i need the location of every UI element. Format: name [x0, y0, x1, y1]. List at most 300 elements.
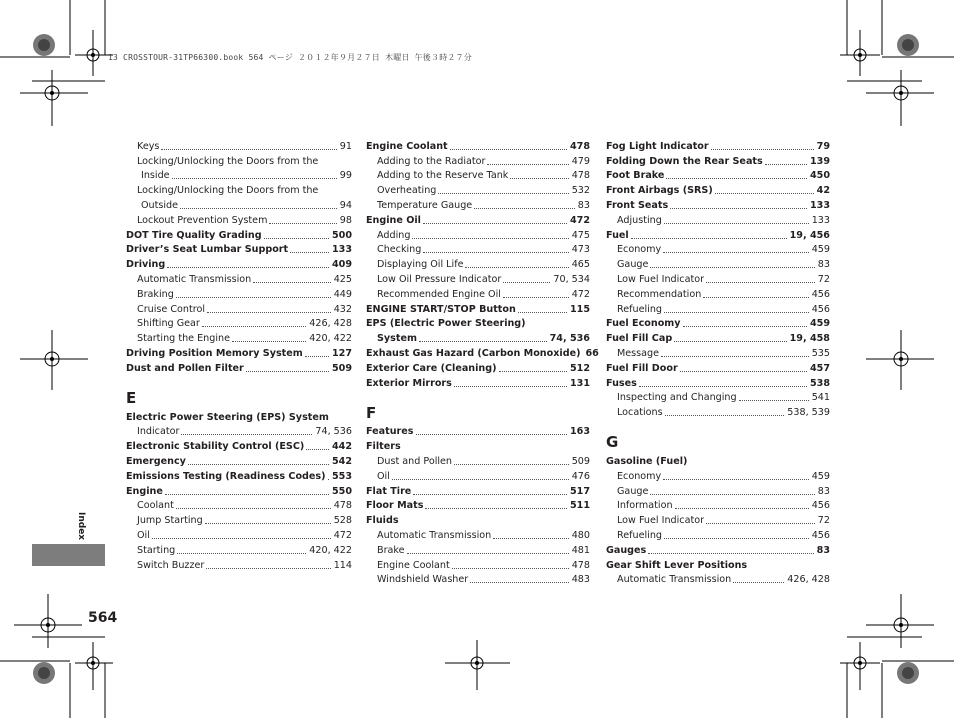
entry-term: Locking/Unlocking the Doors from the	[137, 185, 319, 197]
entry-term: Fuel Fill Door	[606, 362, 678, 374]
dot-leader	[167, 266, 329, 268]
entry-term: Cruise Control	[137, 303, 206, 315]
index-subentry	[126, 557, 352, 572]
dot-leader	[425, 507, 567, 509]
page-reference-link[interactable]: 91	[339, 140, 352, 152]
index-subentry	[606, 286, 830, 301]
dot-leader	[423, 222, 567, 224]
index-tab-label: Index	[76, 512, 86, 541]
page-reference-link[interactable]: 456	[811, 529, 830, 541]
entry-term: Oil	[137, 529, 150, 541]
dot-leader	[419, 340, 547, 342]
entry-term: Fuel Fill Cap	[606, 333, 673, 345]
page-reference-link[interactable]: 459	[811, 244, 830, 256]
index-entry	[126, 483, 352, 498]
page-reference-link[interactable]: 83	[817, 259, 830, 271]
page-reference-link[interactable]: 481	[571, 544, 590, 556]
dot-leader	[306, 448, 329, 450]
index-subentry	[366, 286, 590, 301]
dot-leader	[487, 163, 568, 165]
dot-leader	[666, 177, 807, 179]
page-reference-link[interactable]: 94	[339, 199, 352, 211]
entry-term: Exhaust Gas Hazard (Carbon Monoxide)	[366, 347, 581, 359]
page-reference-link[interactable]: 478	[569, 140, 590, 152]
index-subentry	[366, 227, 590, 242]
page-reference-link[interactable]: 98	[339, 214, 352, 226]
page-reference-link[interactable]: 478	[571, 170, 590, 182]
entry-term: Recommendation	[617, 288, 702, 300]
entry-term: Jump Starting	[137, 515, 203, 527]
page-reference-link[interactable]: 425	[333, 273, 352, 285]
entry-term: Refueling	[617, 303, 662, 315]
entry-term: Gauge	[617, 485, 649, 497]
page-reference-link[interactable]: 163	[569, 426, 590, 438]
index-subentry	[126, 301, 352, 316]
entry-term: Folding Down the Rear Seats	[606, 155, 763, 167]
page-reference-link[interactable]: 99	[339, 170, 352, 182]
page-reference-link[interactable]: 541	[811, 392, 830, 404]
page-reference-link[interactable]: 420, 422	[309, 544, 352, 556]
index-subentry	[606, 271, 830, 286]
index-subentry	[606, 483, 830, 498]
index-entry	[606, 227, 830, 242]
entry-term: Switch Buzzer	[137, 559, 205, 571]
page-reference-link[interactable]: 473	[571, 244, 590, 256]
page-reference-link[interactable]: 550	[331, 485, 352, 497]
dot-leader	[412, 237, 568, 239]
index-subentry	[366, 197, 590, 212]
index-subentry	[606, 212, 830, 227]
page-reference-link[interactable]: 465	[571, 259, 590, 271]
entry-term: Adjusting	[617, 214, 662, 226]
index-subentry	[126, 271, 352, 286]
page-reference-link[interactable]: 19, 456	[789, 229, 830, 241]
entry-term: Filters	[366, 441, 401, 453]
index-entry	[366, 438, 590, 453]
dot-leader	[706, 522, 815, 524]
page-reference-link[interactable]: 79	[816, 140, 830, 152]
entry-term: Floor Mats	[366, 500, 424, 512]
index-entry	[126, 227, 352, 242]
entry-term: Refueling	[617, 529, 662, 541]
index-entry	[126, 468, 352, 483]
index-subentry	[126, 512, 352, 527]
dot-leader	[650, 266, 814, 268]
index-entry	[366, 512, 590, 527]
page-reference-link[interactable]: 115	[569, 303, 590, 315]
dot-leader	[246, 370, 329, 372]
dot-leader	[202, 325, 306, 327]
section-letter-heading: F	[366, 403, 377, 422]
page-reference-link[interactable]: 442	[331, 441, 352, 453]
entry-term: Information	[617, 500, 673, 512]
index-entry	[606, 316, 830, 331]
dot-leader	[510, 177, 568, 179]
index-column-2	[366, 138, 599, 586]
page-reference-link[interactable]: 426, 428	[309, 318, 352, 330]
entry-term: Engine Coolant	[377, 559, 450, 571]
page-reference-link[interactable]: 472	[569, 214, 590, 226]
entry-term: Coolant	[137, 500, 174, 512]
entry-term: Flat Tire	[366, 485, 412, 497]
dot-leader	[663, 251, 809, 253]
index-subentry	[366, 453, 590, 468]
entry-term: ENGINE START/STOP Button	[366, 303, 516, 315]
dot-leader	[503, 296, 569, 298]
entry-term: Gauge	[617, 259, 649, 271]
page-reference-link[interactable]: 532	[571, 185, 590, 197]
dot-leader	[503, 281, 550, 283]
dot-leader	[680, 370, 807, 372]
dot-leader	[452, 567, 569, 569]
index-subentry	[606, 345, 830, 360]
entry-term: Shifting Gear	[137, 318, 200, 330]
dot-leader	[765, 163, 807, 165]
dot-leader	[683, 325, 807, 327]
dot-leader	[253, 281, 330, 283]
index-subentry	[366, 168, 590, 183]
index-entry	[126, 409, 352, 424]
dot-leader	[269, 222, 336, 224]
index-subentry	[126, 197, 352, 212]
entry-term: Economy	[617, 470, 662, 482]
entry-term: Features	[366, 426, 414, 438]
dot-leader	[232, 340, 306, 342]
index-subentry	[126, 168, 352, 183]
page-reference-link[interactable]: 512	[569, 362, 590, 374]
index-subentry	[366, 330, 590, 345]
entry-term: Electric Power Steering (EPS) System	[126, 411, 329, 423]
entry-term: Foot Brake	[606, 170, 665, 182]
page-reference-link[interactable]: 509	[571, 455, 590, 467]
page-reference-link[interactable]: 72	[817, 515, 830, 527]
index-entry	[366, 424, 590, 439]
dot-leader	[407, 552, 569, 554]
entry-term: Gear Shift Lever Positions	[606, 559, 748, 571]
entry-term: Windshield Washer	[377, 574, 469, 586]
page-reference-link[interactable]: 114	[333, 559, 352, 571]
dot-leader	[493, 537, 568, 539]
index-entry	[366, 483, 590, 498]
page-reference-link[interactable]: 538, 539	[787, 407, 830, 419]
entry-term: Brake	[377, 544, 405, 556]
dot-leader	[188, 463, 329, 465]
entry-term: Exterior Care (Cleaning)	[366, 362, 497, 374]
index-subentry	[606, 404, 830, 419]
index-column-3	[606, 138, 830, 586]
page-reference-link[interactable]: 420, 422	[309, 333, 352, 345]
index-entry	[606, 138, 830, 153]
index-entry	[606, 375, 830, 390]
entry-term: Fuel	[606, 229, 629, 241]
dot-leader	[290, 251, 329, 253]
index-subentry	[366, 527, 590, 542]
dot-leader	[664, 311, 809, 313]
entry-term: Driver’s Seat Lumbar Support	[126, 244, 289, 256]
page-reference-link[interactable]: 500	[331, 229, 352, 241]
dot-leader	[715, 192, 814, 194]
index-entry	[366, 316, 590, 331]
index-entry	[366, 375, 590, 390]
page-reference-link[interactable]: 409	[331, 259, 352, 271]
index-subentry	[366, 271, 590, 286]
entry-term: Fluids	[366, 515, 399, 527]
page-reference-link[interactable]: 459	[809, 318, 830, 330]
index-entry	[126, 360, 352, 375]
page-number: 564	[88, 610, 118, 626]
entry-term: Automatic Transmission	[617, 574, 732, 586]
page-reference-link[interactable]: 450	[809, 170, 830, 182]
page-reference-link[interactable]: 457	[809, 362, 830, 374]
page-reference-link[interactable]: 456	[811, 288, 830, 300]
index-subentry	[366, 572, 590, 587]
dot-leader	[733, 581, 784, 583]
index-subentry	[606, 512, 830, 527]
entry-term: Message	[617, 347, 660, 359]
dot-leader	[206, 567, 330, 569]
index-subentry	[126, 316, 352, 331]
page-reference-link[interactable]: 483	[571, 574, 590, 586]
page-reference-link[interactable]: 478	[333, 500, 352, 512]
page-reference-link[interactable]: 70, 534	[553, 273, 590, 285]
entry-term: Lockout Prevention System	[137, 214, 268, 226]
dot-leader	[470, 581, 568, 583]
page-reference-link[interactable]: 479	[571, 155, 590, 167]
entry-term: Driving	[126, 259, 166, 271]
entry-term: Fog Light Indicator	[606, 140, 709, 152]
index-entry	[366, 345, 599, 360]
section-letter-heading: E	[126, 388, 137, 407]
page-reference-link[interactable]: 456	[811, 303, 830, 315]
dot-leader	[631, 237, 787, 239]
index-subentry	[366, 242, 590, 257]
entry-term: Fuses	[606, 377, 637, 389]
page-reference-link[interactable]: 139	[809, 155, 830, 167]
index-subentry	[606, 242, 830, 257]
entry-term: Adding	[377, 229, 411, 241]
index-subentry	[126, 527, 352, 542]
index-column-1	[126, 138, 352, 572]
page-reference-link[interactable]: 472	[571, 288, 590, 300]
page-reference-link[interactable]: 538	[809, 377, 830, 389]
index-entry	[606, 330, 830, 345]
index-entry	[606, 360, 830, 375]
dot-leader	[663, 478, 809, 480]
dot-leader	[423, 251, 568, 253]
page-reference-link[interactable]: 535	[811, 347, 830, 359]
page-reference-link[interactable]: 72	[817, 273, 830, 285]
index-subentry	[126, 330, 352, 345]
entry-term: Gasoline (Fuel)	[606, 455, 688, 467]
dot-leader	[161, 148, 336, 150]
page-reference-link[interactable]: 517	[569, 485, 590, 497]
entry-term: Oil	[377, 470, 390, 482]
index-entry	[606, 453, 830, 468]
index-entry	[126, 345, 352, 360]
page-reference-link[interactable]: 42	[816, 185, 830, 197]
page-reference-link[interactable]: 478	[571, 559, 590, 571]
dot-leader	[176, 296, 331, 298]
page-reference-link[interactable]: 542	[331, 455, 352, 467]
entry-term: Electronic Stability Control (ESC)	[126, 441, 305, 453]
entry-term: Outside	[141, 199, 179, 211]
dot-leader	[176, 507, 331, 509]
entry-term: Automatic Transmission	[137, 273, 252, 285]
dot-leader	[703, 296, 808, 298]
page-reference-link[interactable]: 475	[571, 229, 590, 241]
dot-leader	[706, 281, 815, 283]
entry-term: Recommended Engine Oil	[377, 288, 501, 300]
page-reference-link[interactable]: 127	[331, 347, 352, 359]
dot-leader	[264, 237, 329, 239]
section-letter-heading: G	[606, 433, 619, 452]
dot-leader	[181, 433, 312, 435]
index-subentry	[366, 182, 590, 197]
entry-term: Temperature Gauge	[377, 199, 473, 211]
index-subentry	[126, 138, 352, 153]
index-entry	[606, 557, 830, 572]
entry-term: DOT Tire Quality Grading	[126, 229, 262, 241]
page-reference-link[interactable]: 83	[817, 485, 830, 497]
dot-leader	[454, 463, 569, 465]
index-entry	[366, 212, 590, 227]
dot-leader	[392, 478, 569, 480]
dot-leader	[207, 311, 331, 313]
dot-leader	[650, 493, 814, 495]
index-entry	[606, 182, 830, 197]
index-subentry	[126, 286, 352, 301]
dot-leader	[465, 266, 568, 268]
dot-leader	[474, 207, 575, 209]
dot-leader	[739, 399, 809, 401]
index-entry	[126, 438, 352, 453]
dot-leader	[165, 493, 329, 495]
dot-leader	[648, 552, 813, 554]
dot-leader	[152, 537, 331, 539]
page-reference-link[interactable]: 83	[577, 199, 590, 211]
entry-term: Locations	[617, 407, 663, 419]
dot-leader	[413, 493, 567, 495]
page-reference-link[interactable]: 509	[331, 362, 352, 374]
page-reference-link[interactable]: 480	[571, 529, 590, 541]
entry-term: Front Airbags (SRS)	[606, 185, 713, 197]
page-reference-link[interactable]: 19, 458	[789, 333, 830, 345]
dot-leader	[180, 207, 337, 209]
index-entry	[366, 360, 590, 375]
index-subentry	[366, 256, 590, 271]
entry-term: Emissions Testing (Readiness Codes)	[126, 470, 326, 482]
entry-term: Indicator	[137, 426, 180, 438]
index-subentry	[606, 572, 830, 587]
page-reference-link[interactable]: 83	[816, 544, 830, 556]
page-reference-link[interactable]: 528	[333, 515, 352, 527]
dot-leader	[661, 355, 809, 357]
index-subentry	[366, 557, 590, 572]
page-reference-link[interactable]: 456	[811, 500, 830, 512]
index-subentry	[606, 527, 830, 542]
page-reference-link[interactable]: 426, 428	[787, 574, 830, 586]
entry-term: Exterior Mirrors	[366, 377, 452, 389]
entry-term: Driving Position Memory System	[126, 347, 303, 359]
entry-term: Front Seats	[606, 199, 669, 211]
dot-leader	[674, 340, 786, 342]
dot-leader	[665, 414, 785, 416]
index-entry	[126, 453, 352, 468]
index-subentry	[366, 468, 590, 483]
dot-leader	[438, 192, 568, 194]
entry-term: Displaying Oil Life	[377, 259, 464, 271]
dot-leader	[416, 433, 567, 435]
index-subentry	[366, 153, 590, 168]
index-entry	[126, 256, 352, 271]
entry-term: Starting the Engine	[137, 333, 230, 345]
dot-leader	[177, 552, 306, 554]
dot-leader	[450, 148, 567, 150]
page-reference-link[interactable]: 74, 536	[315, 426, 352, 438]
index-entry	[606, 153, 830, 168]
page-reference-link[interactable]: 133	[811, 214, 830, 226]
index-subentry	[606, 390, 830, 405]
page-reference-link[interactable]: 133	[331, 244, 352, 256]
page-reference-link[interactable]: 511	[569, 500, 590, 512]
entry-term: Engine Coolant	[366, 140, 448, 152]
page-reference-link[interactable]: 74, 536	[549, 333, 590, 345]
index-subentry	[606, 256, 830, 271]
page-reference-link[interactable]: 432	[333, 303, 352, 315]
entry-term: Inspecting and Changing	[617, 392, 737, 404]
index-section-tab	[32, 544, 105, 566]
dot-leader	[711, 148, 814, 150]
index-entry	[606, 197, 830, 212]
page-reference-link[interactable]: 131	[569, 377, 590, 389]
index-entry	[366, 498, 590, 513]
dot-leader	[518, 311, 567, 313]
entry-term: Adding to the Radiator	[377, 155, 486, 167]
entry-term: Economy	[617, 244, 662, 256]
index-subentry	[126, 498, 352, 513]
dot-leader	[454, 385, 567, 387]
dot-leader	[639, 385, 807, 387]
page-reference-link[interactable]: 133	[809, 199, 830, 211]
print-header: 13 CROSSTOUR-31TP66300.book 564 ページ ２０１２年９月２７日 木曜日 午後３時２７分	[108, 53, 473, 62]
index-subentry	[126, 153, 352, 168]
page-reference-link[interactable]: 66	[585, 347, 599, 359]
entry-term: Low Oil Pressure Indicator	[377, 273, 502, 285]
index-subentry	[126, 424, 352, 439]
index-subentry	[606, 301, 830, 316]
entry-term: EPS (Electric Power Steering)	[366, 318, 526, 330]
entry-term: Braking	[137, 288, 174, 300]
dot-leader	[205, 522, 331, 524]
dot-leader	[675, 507, 809, 509]
index-subentry	[606, 498, 830, 513]
page-reference-link[interactable]: 449	[333, 288, 352, 300]
entry-term: Gauges	[606, 544, 647, 556]
entry-term: Engine	[126, 485, 163, 497]
index-subentry	[126, 212, 352, 227]
entry-term: System	[377, 333, 417, 345]
entry-term: Inside	[141, 170, 170, 182]
entry-term: Fuel Economy	[606, 318, 681, 330]
dot-leader	[328, 478, 329, 480]
page-reference-link[interactable]: 476	[571, 470, 590, 482]
entry-term: Overheating	[377, 185, 437, 197]
page-reference-link[interactable]: 553	[331, 470, 352, 482]
page-reference-link[interactable]: 472	[333, 529, 352, 541]
entry-term: Low Fuel Indicator	[617, 273, 705, 285]
page-reference-link[interactable]: 459	[811, 470, 830, 482]
dot-leader	[172, 177, 337, 179]
